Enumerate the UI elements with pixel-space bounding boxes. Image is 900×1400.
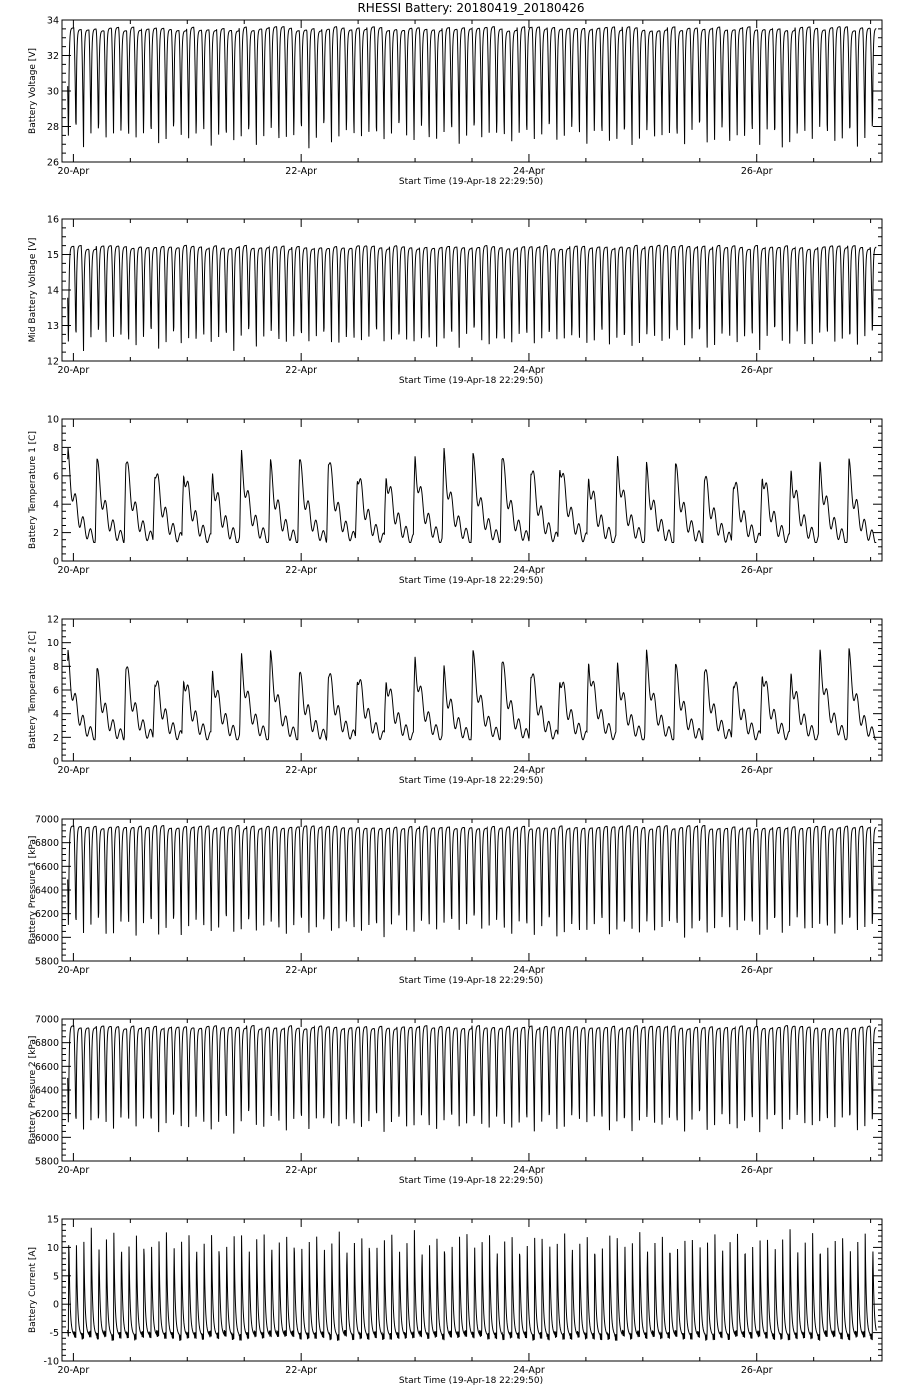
battery-voltage-y-tick-label: 28 <box>46 122 59 133</box>
battery-pressure-2-y-tick-label: 6000 <box>34 1132 59 1144</box>
battery-pressure-2-x-tick-label: 24-Apr <box>513 1165 545 1176</box>
battery-temperature-2-y-tick-label: 2 <box>52 732 59 744</box>
battery-pressure-2-x-axis-label: Start Time (19-Apr-18 22:29:50) <box>398 1176 544 1186</box>
battery-pressure-2-y-tick-label: 5800 <box>34 1156 59 1168</box>
mid-battery-voltage-series-line <box>68 245 877 351</box>
battery-temperature-1-series-line <box>68 448 877 543</box>
battery-pressure-1-x-tick-label: 20-Apr <box>57 965 90 976</box>
battery-temperature-2-x-tick-label: 26-Apr <box>740 765 773 776</box>
battery-temperature-1-x-tick-label: 26-Apr <box>740 565 773 576</box>
battery-temperature-2-panel <box>28 615 882 787</box>
battery-current-panel <box>28 1215 882 1387</box>
battery-pressure-2-y-tick-label: 6200 <box>34 1109 59 1121</box>
battery-temperature-2-x-tick-label: 22-Apr <box>285 765 318 776</box>
battery-pressure-1-y-tick-label: 7000 <box>34 814 59 826</box>
mid-battery-voltage-y-tick-label: 14 <box>46 285 59 297</box>
battery-pressure-2-series-line <box>68 1026 877 1134</box>
mid-battery-voltage-panel <box>28 215 882 387</box>
panel-stack <box>28 16 882 1387</box>
mid-battery-voltage-x-axis-label: Start Time (19-Apr-18 22:29:50) <box>398 376 544 386</box>
mid-battery-voltage-y-axis-label: Mid Battery Voltage [V] <box>28 237 38 343</box>
battery-temperature-1-x-tick-label: 22-Apr <box>285 565 318 576</box>
mid-battery-voltage-y-tick-label: 12 <box>46 356 59 368</box>
battery-temperature-1-y-tick-label: 10 <box>46 414 59 426</box>
battery-temperature-2-series-line <box>68 648 877 739</box>
battery-temperature-2-y-tick-label: 10 <box>46 638 59 650</box>
battery-voltage-x-tick-label: 22-Apr <box>285 166 318 177</box>
battery-current-y-tick-label: -5 <box>49 1328 59 1340</box>
mid-battery-voltage-x-tick-label: 26-Apr <box>740 365 773 376</box>
battery-pressure-1-x-tick-label: 24-Apr <box>513 965 545 976</box>
battery-temperature-2-y-tick-label: 8 <box>52 661 59 673</box>
battery-pressure-2-y-axis-label: Battery Pressure 2 [kPa] <box>28 1035 38 1145</box>
battery-temperature-2-y-tick-label: 6 <box>52 685 59 697</box>
battery-voltage-x-axis-label: Start Time (19-Apr-18 22:29:50) <box>398 177 544 187</box>
battery-current-y-tick-label: -10 <box>43 1356 59 1368</box>
battery-pressure-1-y-tick-label: 6600 <box>34 861 59 873</box>
battery-temperature-1-y-tick-label: 8 <box>52 442 59 454</box>
battery-pressure-1-x-tick-label: 26-Apr <box>740 965 773 976</box>
battery-temperature-1-x-axis-label: Start Time (19-Apr-18 22:29:50) <box>398 576 544 586</box>
battery-voltage-y-tick-label: 34 <box>46 15 59 27</box>
battery-current-y-tick-label: 10 <box>46 1242 59 1254</box>
mid-battery-voltage-x-tick-label: 22-Apr <box>285 365 318 376</box>
battery-temperature-2-y-axis-label: Battery Temperature 2 [C] <box>28 631 38 749</box>
battery-pressure-2-panel <box>28 1015 882 1187</box>
battery-temperature-2-y-tick-label: 0 <box>52 756 59 768</box>
battery-temperature-2-y-tick-label: 12 <box>46 614 59 626</box>
battery-pressure-1-panel <box>28 815 882 987</box>
battery-current-x-tick-label: 22-Apr <box>285 1365 318 1376</box>
battery-voltage-y-tick-label: 32 <box>46 51 59 62</box>
battery-current-x-tick-label: 24-Apr <box>513 1365 545 1376</box>
battery-temperature-1-x-tick-label: 20-Apr <box>57 565 90 576</box>
battery-voltage-y-axis-label: Battery Voltage [V] <box>28 48 38 134</box>
battery-pressure-1-y-tick-label: 5800 <box>34 956 59 968</box>
battery-pressure-1-series-line <box>68 826 877 938</box>
battery-voltage-y-tick-label: 26 <box>46 157 59 169</box>
battery-temperature-2-x-axis-label: Start Time (19-Apr-18 22:29:50) <box>398 776 544 786</box>
battery-pressure-2-x-tick-label: 26-Apr <box>740 1165 773 1176</box>
battery-temperature-2-x-tick-label: 20-Apr <box>57 765 90 776</box>
mid-battery-voltage-x-tick-label: 24-Apr <box>513 365 545 376</box>
battery-temperature-1-y-axis-label: Battery Temperature 1 [C] <box>28 431 38 549</box>
battery-pressure-1-y-tick-label: 6400 <box>34 885 59 897</box>
battery-current-y-tick-label: 0 <box>52 1299 59 1311</box>
mid-battery-voltage-y-tick-label: 13 <box>46 321 59 332</box>
battery-pressure-1-x-axis-label: Start Time (19-Apr-18 22:29:50) <box>398 976 544 986</box>
battery-current-x-tick-label: 20-Apr <box>57 1365 90 1376</box>
battery-voltage-panel <box>28 16 882 188</box>
battery-pressure-2-y-tick-label: 6400 <box>34 1085 59 1097</box>
mid-battery-voltage-y-tick-label: 15 <box>46 250 59 261</box>
battery-temperature-1-y-tick-label: 6 <box>52 471 59 483</box>
battery-pressure-1-y-tick-label: 6800 <box>34 838 59 850</box>
battery-current-y-axis-label: Battery Current [A] <box>28 1246 38 1334</box>
mid-battery-voltage-y-tick-label: 16 <box>46 214 59 226</box>
battery-current-y-tick-label: 5 <box>52 1271 59 1283</box>
battery-pressure-2-y-tick-label: 7000 <box>34 1014 59 1026</box>
battery-current-plot-frame <box>62 1219 882 1361</box>
battery-temperature-1-y-tick-label: 4 <box>52 499 59 511</box>
battery-current-series-line <box>68 1228 877 1341</box>
battery-temperature-1-x-tick-label: 24-Apr <box>513 565 545 576</box>
battery-current-y-tick-label: 15 <box>46 1214 59 1226</box>
battery-temperature-2-x-tick-label: 24-Apr <box>513 765 545 776</box>
battery-voltage-y-tick-label: 30 <box>46 86 59 98</box>
mid-battery-voltage-x-tick-label: 20-Apr <box>57 365 90 376</box>
figure-title: RHESSI Battery: 20180419_20180426 <box>357 1 585 15</box>
battery-pressure-2-x-tick-label: 20-Apr <box>57 1165 90 1176</box>
battery-temperature-1-y-tick-label: 2 <box>52 528 59 540</box>
battery-temperature-2-y-tick-label: 4 <box>52 709 59 721</box>
battery-voltage-x-tick-label: 24-Apr <box>513 166 545 177</box>
battery-pressure-1-x-tick-label: 22-Apr <box>285 965 318 976</box>
battery-temperature-1-y-tick-label: 0 <box>52 556 59 568</box>
battery-pressure-1-y-axis-label: Battery Pressure 1 [kPa] <box>28 835 38 945</box>
battery-voltage-series-line <box>68 27 877 149</box>
battery-voltage-x-tick-label: 20-Apr <box>57 166 90 177</box>
battery-pressure-2-y-tick-label: 6600 <box>34 1061 59 1073</box>
battery-pressure-1-y-tick-label: 6200 <box>34 909 59 921</box>
battery-temperature-1-panel <box>28 415 882 587</box>
battery-pressure-2-y-tick-label: 6800 <box>34 1038 59 1050</box>
battery-current-x-axis-label: Start Time (19-Apr-18 22:29:50) <box>398 1376 544 1386</box>
battery-voltage-x-tick-label: 26-Apr <box>740 166 773 177</box>
battery-current-x-tick-label: 26-Apr <box>740 1365 773 1376</box>
battery-pressure-1-y-tick-label: 6000 <box>34 932 59 944</box>
battery-pressure-2-x-tick-label: 22-Apr <box>285 1165 318 1176</box>
